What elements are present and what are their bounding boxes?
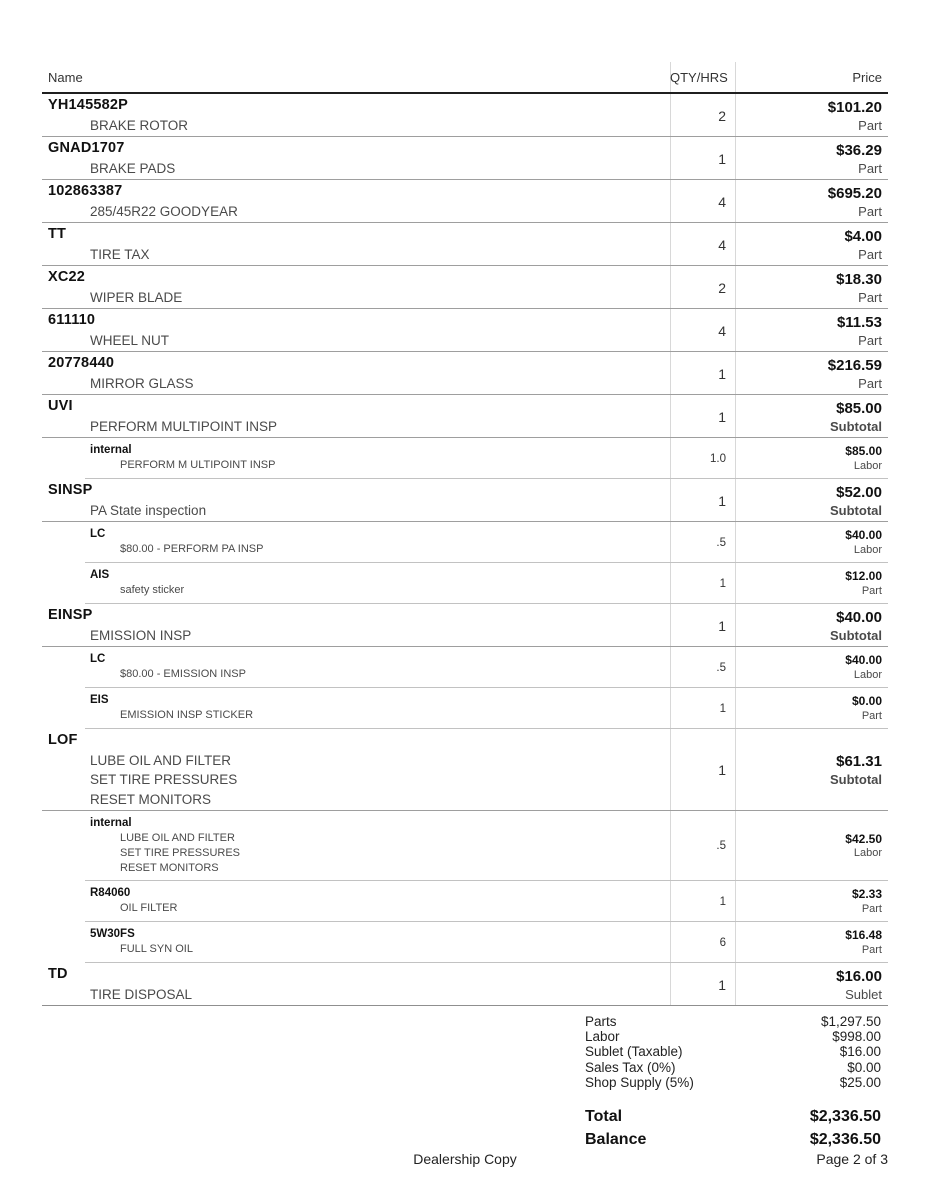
item-description: EMISSION INSP STICKER xyxy=(120,709,254,721)
line-item-row xyxy=(42,309,888,352)
item-price-cell xyxy=(735,729,888,811)
item-descriptions xyxy=(48,245,670,265)
line-item-row xyxy=(42,479,888,522)
item-code: LC xyxy=(90,653,106,665)
item-description: SET TIRE PRESSURES xyxy=(90,772,238,787)
item-qty: 1.0 xyxy=(710,452,726,465)
summary-line-value: $25.00 xyxy=(839,1074,881,1090)
line-item-row xyxy=(42,223,888,266)
item-code: 5W30FS xyxy=(90,928,135,940)
item-qty: 1 xyxy=(719,895,726,908)
line-item-row xyxy=(42,180,888,223)
item-price-cell xyxy=(735,811,888,881)
item-description: TIRE DISPOSAL xyxy=(90,986,193,1002)
table-header-row xyxy=(42,62,888,94)
item-qty: 6 xyxy=(719,936,726,949)
item-type-label: Labor xyxy=(853,459,882,472)
item-descriptions xyxy=(90,583,670,598)
item-qty: 1 xyxy=(718,408,726,425)
item-price-cell xyxy=(735,522,888,563)
balance-value: $2,336.50 xyxy=(809,1131,881,1149)
item-qty: 1 xyxy=(718,976,726,993)
total-row xyxy=(585,1106,881,1127)
item-name-cell xyxy=(42,223,670,266)
item-qty: 1 xyxy=(718,492,726,509)
item-code: TD xyxy=(48,966,68,982)
item-price-cell xyxy=(735,647,888,688)
item-type-label: Subtotal xyxy=(830,772,882,787)
item-qty: .5 xyxy=(716,661,726,674)
item-price: $36.29 xyxy=(836,141,882,159)
item-descriptions xyxy=(48,288,670,308)
item-description: SET TIRE PRESSURES xyxy=(120,847,241,859)
item-code: LC xyxy=(90,528,106,540)
item-type-label: Labor xyxy=(853,543,882,556)
line-item-row xyxy=(42,604,888,647)
item-name-cell xyxy=(42,266,670,309)
item-price: $11.53 xyxy=(836,313,882,331)
line-item-row xyxy=(42,922,888,963)
item-qty: 1 xyxy=(719,577,726,590)
item-name-cell xyxy=(42,522,670,563)
summary-line xyxy=(585,1044,881,1059)
item-qty: .5 xyxy=(716,536,726,549)
item-price-cell xyxy=(735,180,888,223)
item-description: PA State inspection xyxy=(90,502,207,518)
item-descriptions xyxy=(48,501,670,521)
item-descriptions xyxy=(90,667,670,682)
item-price-cell xyxy=(735,438,888,479)
item-price-cell xyxy=(735,266,888,309)
summary-line-label: Sublet (Taxable) xyxy=(585,1044,683,1060)
item-price-cell xyxy=(735,223,888,266)
item-description: LUBE OIL AND FILTER xyxy=(90,752,232,768)
item-name-cell xyxy=(42,438,670,479)
item-descriptions xyxy=(48,116,670,136)
item-name-cell xyxy=(42,604,670,647)
item-name-cell xyxy=(42,309,670,352)
item-code: LOF xyxy=(48,732,78,748)
item-name-cell xyxy=(42,352,670,395)
summary-line xyxy=(585,1075,881,1090)
item-descriptions xyxy=(48,159,670,179)
item-price: $40.00 xyxy=(845,653,882,668)
item-name-cell xyxy=(42,729,670,811)
item-code: GNAD1707 xyxy=(48,140,125,156)
item-description: BRAKE PADS xyxy=(90,160,176,176)
item-price: $12.00 xyxy=(845,569,882,584)
line-item-row xyxy=(42,963,888,1006)
summary-line-value: $0.00 xyxy=(847,1059,881,1075)
item-code: internal xyxy=(90,817,132,829)
page-number: Page 2 of 3 xyxy=(816,1151,888,1167)
item-price: $61.31 xyxy=(836,753,882,770)
item-type-label: Part xyxy=(858,160,882,176)
header-price: Price xyxy=(852,70,882,85)
item-price: $52.00 xyxy=(836,483,882,501)
item-type-label: Part xyxy=(858,289,882,305)
item-descriptions xyxy=(90,942,670,957)
item-price: $695.20 xyxy=(827,184,882,202)
item-code: 20778440 xyxy=(48,355,115,371)
item-type-label: Subtotal xyxy=(830,627,882,643)
line-item-row xyxy=(42,811,888,881)
line-item-row xyxy=(42,137,888,180)
item-descriptions xyxy=(90,708,670,723)
item-description: $80.00 - EMISSION INSP xyxy=(120,668,246,680)
item-name-cell xyxy=(42,922,670,963)
item-qty: 1 xyxy=(718,150,726,167)
summary-line-label: Shop Supply (5%) xyxy=(585,1074,694,1090)
summary-lines xyxy=(585,1014,881,1090)
item-descriptions xyxy=(90,542,670,557)
item-price: $42.50 xyxy=(845,831,882,846)
item-descriptions xyxy=(48,417,670,437)
item-price: $16.00 xyxy=(836,967,882,985)
item-type-label: Part xyxy=(861,709,882,722)
item-qty: 4 xyxy=(718,322,726,339)
item-descriptions xyxy=(48,985,670,1005)
summary-line-value: $16.00 xyxy=(839,1044,881,1060)
item-description: MIRROR GLASS xyxy=(90,375,194,391)
item-price: $4.00 xyxy=(844,227,882,245)
item-code: UVI xyxy=(48,398,73,414)
item-descriptions xyxy=(90,458,670,473)
item-price-cell xyxy=(735,604,888,647)
item-qty: 1 xyxy=(718,617,726,634)
item-qty: 4 xyxy=(718,193,726,210)
item-price: $16.48 xyxy=(845,928,882,943)
summary-line xyxy=(585,1060,881,1075)
item-code: 102863387 xyxy=(48,183,123,199)
summary-line xyxy=(585,1029,881,1044)
line-item-row xyxy=(42,352,888,395)
item-descriptions xyxy=(48,626,670,646)
line-item-row xyxy=(42,522,888,563)
line-item-row xyxy=(42,647,888,688)
line-item-row xyxy=(42,395,888,438)
summary-line xyxy=(585,1014,881,1029)
item-price-cell xyxy=(735,922,888,963)
item-description: LUBE OIL AND FILTER xyxy=(120,832,235,844)
balance-row xyxy=(585,1129,881,1150)
item-type-label: Subtotal xyxy=(830,502,882,518)
item-price: $216.59 xyxy=(827,356,882,374)
item-type-label: Part xyxy=(858,375,882,391)
item-description: TIRE TAX xyxy=(90,246,150,262)
header-name: Name xyxy=(48,70,83,85)
item-descriptions xyxy=(90,901,670,916)
item-type-label: Subtotal xyxy=(830,418,882,434)
item-price-cell xyxy=(735,94,888,137)
item-name-cell xyxy=(42,881,670,922)
item-type-label: Part xyxy=(861,902,882,915)
item-price-cell xyxy=(735,395,888,438)
line-item-row xyxy=(42,729,888,811)
item-description: RESET MONITORS xyxy=(90,791,212,807)
item-name-cell xyxy=(42,811,670,881)
invoice-line-items-table xyxy=(42,62,888,1006)
item-price-cell xyxy=(735,881,888,922)
balance-label: Balance xyxy=(585,1131,647,1149)
item-type-label: Labor xyxy=(853,847,882,860)
item-type-label: Part xyxy=(858,332,882,348)
item-price: $40.00 xyxy=(836,608,882,626)
item-price: $101.20 xyxy=(827,98,882,116)
item-description: FULL SYN OIL xyxy=(120,943,193,955)
item-qty: 2 xyxy=(718,107,726,124)
item-qty: 4 xyxy=(718,236,726,253)
item-name-cell xyxy=(42,479,670,522)
item-price-cell xyxy=(735,309,888,352)
line-item-row xyxy=(42,563,888,604)
line-item-row xyxy=(42,688,888,729)
line-item-row xyxy=(42,438,888,479)
item-code: XC22 xyxy=(48,269,86,285)
item-code: AIS xyxy=(90,569,110,581)
item-descriptions xyxy=(48,202,670,222)
item-name-cell xyxy=(42,688,670,729)
total-value: $2,336.50 xyxy=(809,1108,881,1126)
table-body xyxy=(42,94,888,1006)
item-price: $85.00 xyxy=(845,444,882,459)
item-price: $18.30 xyxy=(836,270,882,288)
item-type-label: Part xyxy=(858,117,882,133)
item-type-label: Part xyxy=(858,203,882,219)
item-code: 611110 xyxy=(48,312,96,328)
item-description: WIPER BLADE xyxy=(90,289,183,305)
item-code: SINSP xyxy=(48,482,93,498)
item-price: $40.00 xyxy=(845,528,882,543)
item-description: EMISSION INSP xyxy=(90,627,192,643)
dealership-copy-label: Dealership Copy xyxy=(413,1151,517,1167)
item-description: RESET MONITORS xyxy=(120,862,219,874)
totals-summary xyxy=(585,1014,881,1150)
summary-line-label: Parts xyxy=(585,1014,617,1029)
item-descriptions xyxy=(48,331,670,351)
item-code: YH145582P xyxy=(48,97,128,113)
item-name-cell xyxy=(42,395,670,438)
item-price-cell xyxy=(735,963,888,1006)
item-description: WHEEL NUT xyxy=(90,332,170,348)
item-name-cell xyxy=(42,180,670,223)
page-footer xyxy=(42,1151,888,1169)
item-name-cell xyxy=(42,137,670,180)
item-qty: 2 xyxy=(718,279,726,296)
item-code: EIS xyxy=(90,694,109,706)
item-description: OIL FILTER xyxy=(120,902,178,914)
item-name-cell xyxy=(42,963,670,1006)
item-code: EINSP xyxy=(48,607,93,623)
item-price: $2.33 xyxy=(851,887,882,902)
item-price-cell xyxy=(735,479,888,522)
item-name-cell xyxy=(42,563,670,604)
item-descriptions xyxy=(48,374,670,394)
summary-line-label: Sales Tax (0%) xyxy=(585,1059,676,1075)
item-code: TT xyxy=(48,226,67,242)
item-type-label: Part xyxy=(861,584,882,597)
item-price: $85.00 xyxy=(836,399,882,417)
item-description: safety sticker xyxy=(120,584,185,596)
line-item-row xyxy=(42,266,888,309)
item-descriptions xyxy=(48,751,670,810)
item-qty: .5 xyxy=(716,840,726,852)
item-description: $80.00 - PERFORM PA INSP xyxy=(120,543,264,555)
item-description: BRAKE ROTOR xyxy=(90,117,189,133)
total-label: Total xyxy=(585,1108,623,1126)
line-item-row xyxy=(42,881,888,922)
item-price-cell xyxy=(735,137,888,180)
summary-line-label: Labor xyxy=(585,1029,620,1045)
item-qty: 1 xyxy=(719,702,726,715)
line-item-row xyxy=(42,94,888,137)
item-qty: 1 xyxy=(718,762,726,778)
item-price-cell xyxy=(735,688,888,729)
item-type-label: Labor xyxy=(853,668,882,681)
item-price: $0.00 xyxy=(851,694,882,709)
item-price-cell xyxy=(735,563,888,604)
header-qty-hrs: QTY/HRS xyxy=(670,70,728,85)
item-type-label: Part xyxy=(858,246,882,262)
item-code: internal xyxy=(90,444,132,456)
summary-line-value: $1,297.50 xyxy=(820,1014,881,1029)
item-description: PERFORM M ULTIPOINT INSP xyxy=(120,459,276,471)
item-description: PERFORM MULTIPOINT INSP xyxy=(90,418,278,434)
item-name-cell xyxy=(42,647,670,688)
item-descriptions xyxy=(90,831,670,876)
item-type-label: Part xyxy=(861,943,882,956)
item-price-cell xyxy=(735,352,888,395)
item-description: 285/45R22 GOODYEAR xyxy=(90,203,238,219)
item-qty: 1 xyxy=(718,365,726,382)
item-code: R84060 xyxy=(90,887,131,899)
item-type-label: Sublet xyxy=(845,986,882,1002)
item-name-cell xyxy=(42,94,670,137)
summary-line-value: $998.00 xyxy=(832,1029,881,1045)
